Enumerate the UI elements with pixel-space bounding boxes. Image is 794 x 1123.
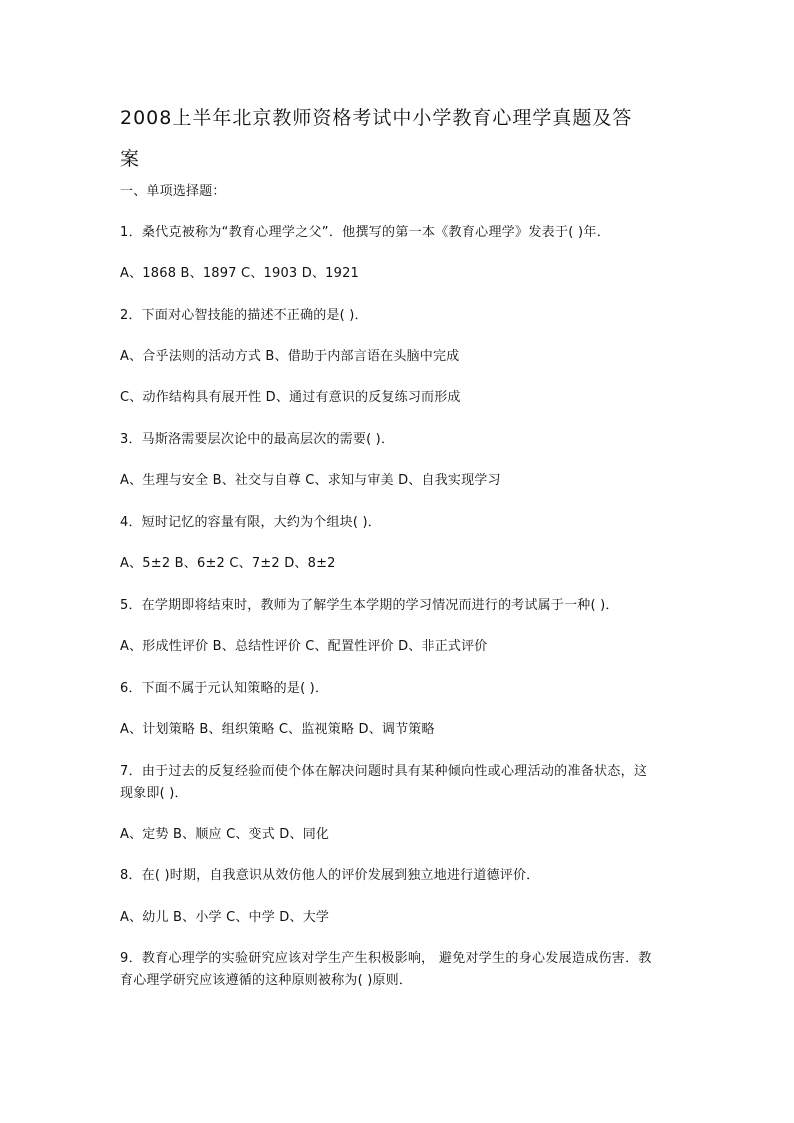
question-1-options: A、1868 B、1897 C、1903 D、1921 bbox=[120, 266, 360, 281]
question-3-options: A、生理与安全 B、社交与自尊 C、求知与审美 D、自我实现学习 bbox=[120, 473, 501, 488]
question-9-stem-line-2: 育心理学研究应该遵循的这种原则被称为( )原则． bbox=[120, 973, 413, 988]
question-7-stem-line-1: 7．由于过去的反复经验而使个体在解决问题时具有某种倾向性或心理活动的准备状态，这 bbox=[120, 764, 648, 779]
question-4-stem: 4．短时记忆的容量有限，大约为个组块( )． bbox=[120, 515, 381, 530]
question-6-options: A、计划策略 B、组织策略 C、监视策略 D、调节策略 bbox=[120, 722, 435, 737]
document-title-line-1: 2008上半年北京教师资格考试中小学教育心理学真题及答 bbox=[120, 107, 633, 129]
question-7-stem-line-2: 现象即( )． bbox=[120, 786, 188, 801]
question-5-options: A、形成性评价 B、总结性评价 C、配置性评价 D、非正式评价 bbox=[120, 639, 488, 654]
question-2-stem: 2．下面对心智技能的描述不正确的是( )． bbox=[120, 308, 368, 323]
section-heading: 一、单项选择题： bbox=[120, 184, 226, 199]
question-6-stem: 6．下面不属于元认知策略的是( )． bbox=[120, 681, 329, 696]
document-title-line-2: 案 bbox=[120, 148, 141, 170]
question-8-stem: 8．在( )时期，自我意识从效仿他人的评价发展到独立地进行道德评价． bbox=[120, 868, 540, 883]
question-5-stem: 5．在学期即将结束时，教师为了解学生本学期的学习情况而进行的考试属于一种( )． bbox=[120, 598, 619, 613]
question-9-stem-line-1: 9．教育心理学的实验研究应该对学生产生积极影响， 避免对学生的身心发展造成伤害．教 bbox=[120, 951, 652, 966]
question-2-options-line-1: A、合乎法则的活动方式 B、借助于内部言语在头脑中完成 bbox=[120, 349, 460, 364]
question-7-options: A、定势 B、顺应 C、变式 D、同化 bbox=[120, 827, 330, 842]
question-1-stem: 1．桑代克被称为“教育心理学之父”．他撰写的第一本《教育心理学》发表于( )年． bbox=[120, 225, 611, 240]
question-4-options: A、5±2 B、6±2 C、7±2 D、8±2 bbox=[120, 556, 336, 571]
question-2-options-line-2: C、动作结构具有展开性 D、通过有意识的反复练习而形成 bbox=[120, 390, 461, 405]
question-8-options: A、幼儿 B、小学 C、中学 D、大学 bbox=[120, 910, 330, 925]
question-3-stem: 3．马斯洛需要层次论中的最高层次的需要( )． bbox=[120, 432, 395, 447]
